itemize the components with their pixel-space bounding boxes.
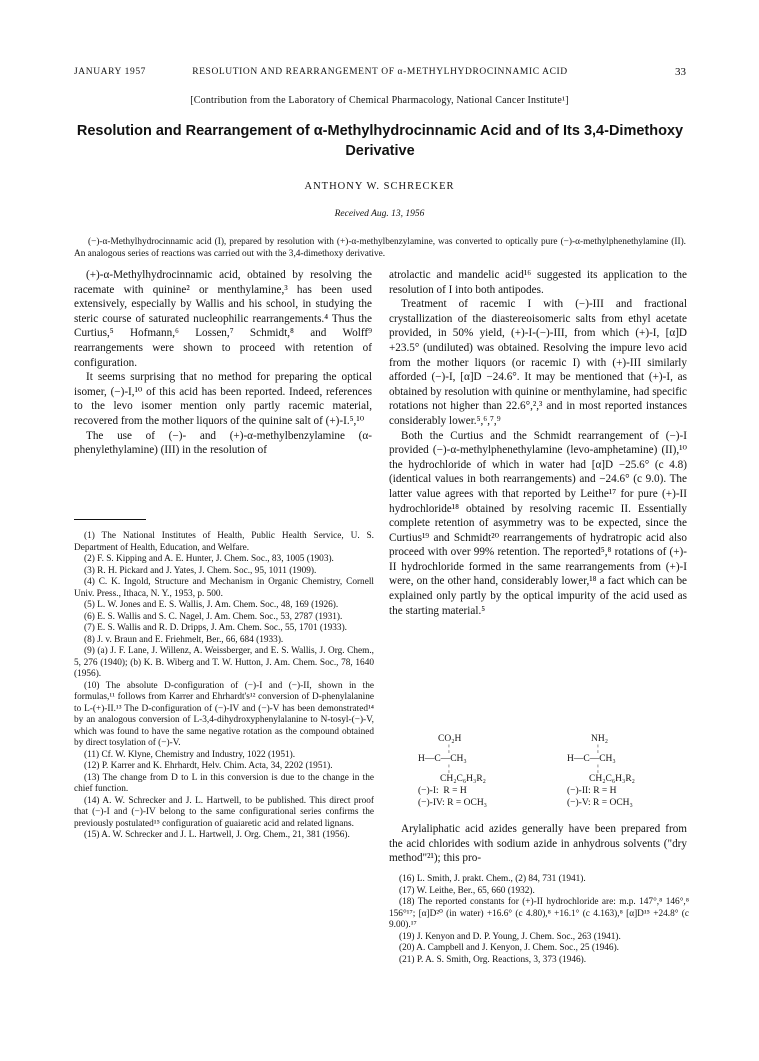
formula-line: CH₂C₆H₃R₂	[440, 774, 486, 784]
formula-line: H—C—CH₃	[418, 754, 467, 764]
formula-line: ¦	[597, 764, 599, 774]
paragraph-after-structures: Arylaliphatic acid azides generally have been prepared from the acid chlorides with sodium azide in anhydrous solvents ("dry method"²¹); this pro-	[389, 823, 687, 865]
footnotes-left	[74, 531, 374, 842]
paragraph: It seems surprising that no method for preparing the optical isomer, (−)-I,¹⁰ of this acid has been reported. Indeed, references to the levo isomer mention only partly racemic material, recovered from the mother liquors of the quinine salt of (+)-I.⁵,¹⁰	[74, 371, 372, 427]
footnote: (4) C. K. Ingold, Structure and Mechanism in Organic Chemistry, Cornell Univ. Press., Ithaca, N. Y., 1953, p. 500.	[74, 577, 374, 599]
formula-line: NH₂	[591, 734, 609, 744]
footnote: (5) L. W. Jones and E. S. Wallis, J. Am. Chem. Soc., 48, 169 (1926).	[84, 600, 339, 610]
footnote-divider	[74, 519, 146, 520]
paragraph: Treatment of racemic I with (−)-III and fractional crystallization of the diastereoisomeric salts from ethyl acetate provided, in 50% yield, (+)-I-(−)-III, from which (+)-I, [α]D +23.5° (undiluted) was obtained. Resolving the impure levo acid from the mother liquors (or racemic I) with (+)-III similarly afforded (−)-I, [α]D −24.6°. It may be mentioned that (+)-I, as obtained by resolution with quinine or menthylamine, had specific rotations not higher than 22.6°,²,³ and in most reported instances considerably lower.⁵,⁶,⁷,⁹	[389, 298, 687, 427]
footnote: (18) The reported constants for (+)-II hydrochloride are: m.p. 147°,⁸ 146°,⁸ 156°¹⁷; [α]D²⁰ (in water) +16.6° (c 4.80),⁸ +16.1° (c 4.163),⁸ [α]D¹⁵ +24.8° (c 9.00).¹⁷	[389, 897, 689, 930]
formula-line: (−)-V: R = OCH₃	[567, 798, 633, 808]
footnote: (8) J. v. Braun and E. Friehmelt, Ber., 66, 684 (1933).	[84, 634, 284, 645]
footnote: (7) E. S. Wallis and R. D. Dripps, J. Am. Chem. Soc., 55, 1701 (1933).	[84, 623, 347, 633]
footnote: (14) A. W. Schrecker and J. L. Hartwell, to be published. This direct proof that (−)-I and (−)-IV belong to the same configurational series confirms the previously postulated¹⁵ configuration of guaiaretic acid and related lignans.	[74, 795, 374, 829]
author-name: ANTHONY W. SCHRECKER	[304, 181, 455, 192]
footnote: (1) The National Institutes of Health, Public Health Service, U. S. Department of Health, Education, and Welfare.	[74, 531, 374, 553]
formula-line: H—C—CH₃	[567, 754, 616, 764]
abstract: (−)-α-Methylhydrocinnamic acid (I), prepared by resolution with (+)-α-methylbenzylamine, was converted to optically pure (−)-α-methylphenethylamine (II). An analogous series of reactions was carried out with the 3,4-dimethoxy derivative.	[74, 237, 686, 259]
footnote: (19) J. Kenyon and D. P. Young, J. Chem. Soc., 263 (1941).	[399, 931, 621, 942]
footnote: (12) P. Karrer and K. Ehrhardt, Helv. Chim. Acta, 34, 2202 (1951).	[84, 761, 333, 771]
footnote: (21) P. A. S. Smith, Org. Reactions, 3, 373 (1946).	[399, 954, 587, 965]
paragraph: (+)-α-Methylhydrocinnamic acid, obtained by resolving the racemate with quinine² or menthylamine,³ has been used extensively, especially by Wallis and his school, in studying the steric course of saturated nucleophilic rearrangements.⁴ Thus the Curtius,⁵ Hofmann,⁶ Lossen,⁷ Schmidt,⁸ and Wolff⁹ rearrangements were shown to proceed with retention of configuration.	[74, 269, 372, 369]
formula-line: (−)-II: R = H	[567, 786, 617, 796]
formula-line: ¦	[597, 744, 599, 754]
footnote: (3) R. H. Pickard and J. Yates, J. Chem. Soc., 95, 1011 (1909).	[84, 565, 317, 576]
formula-line: CH₂C₆H₃R₂	[589, 774, 635, 784]
footnote: (17) W. Leithe, Ber., 65, 660 (1932).	[399, 885, 535, 896]
structure-formula-acid	[418, 733, 487, 809]
paragraph: atrolactic and mandelic acid¹⁶ suggested its application to the resolution of I into both antipodes.	[389, 269, 687, 296]
formula-line: CO₂H	[438, 734, 462, 744]
footnote: (11) Cf. W. Klyne, Chemistry and Industry, 1022 (1951).	[84, 749, 296, 760]
footnote: (16) L. Smith, J. prakt. Chem., (2) 84, 731 (1941).	[399, 874, 586, 884]
footnote: (15) A. W. Schrecker and J. L. Hartwell, J. Org. Chem., 21, 381 (1956).	[84, 830, 350, 840]
footnote: (6) E. S. Wallis and S. C. Nagel, J. Am. Chem. Soc., 53, 2787 (1931).	[84, 611, 343, 622]
running-head-title: RESOLUTION AND REARRANGEMENT OF α-METHYLHYDROCINNAMIC ACID	[192, 67, 568, 77]
running-head-date: JANUARY 1957	[74, 67, 147, 77]
page-number: 33	[675, 66, 686, 78]
received-date: Received Aug. 13, 1956	[334, 209, 425, 219]
footnote: (9) (a) J. F. Lane, J. Willenz, A. Weissberger, and E. S. Wallis, J. Org. Chem., 5, 276 (1940); (b) K. B. Wiberg and T. W. Hutton, J. Am. Chem. Soc., 78, 1640 (1956).	[74, 646, 374, 679]
formula-line: (−)-I: R = H	[418, 786, 467, 796]
footnote: (2) F. S. Kipping and A. E. Hunter, J. Chem. Soc., 83, 1005 (1903).	[84, 554, 334, 564]
footnote: (20) A. Campbell and J. Kenyon, J. Chem. Soc., 25 (1946).	[399, 943, 620, 953]
paragraph: The use of (−)- and (+)-α-methylbenzylamine (α-phenylethylamine) (III) in the resolution of	[74, 429, 372, 457]
formula-line: ¦	[448, 764, 450, 774]
formula-line: (−)-IV: R = OCH₃	[418, 798, 487, 808]
article-title: Resolution and Rearrangement of α-Methylhydrocinnamic Acid and of Its 3,4-Dimethoxy Derivative	[76, 123, 684, 159]
footnote: (10) The absolute D-configuration of (−)-I and (−)-II, shown in the formulas,¹¹ follows from Karrer and Ehrhardt's¹² conversion of D-phenylalanine to L-(+)-II.¹³ The D-configuration of (−)-IV and (−)-V has been demonstrated¹⁴ by an analogous conversion of L-3,4-dihydroxyphenylalanine to N-tosyl-(−)-V, which was found to have the same negative rotation as the compound obtained by direct tosylation of (−)-V.	[74, 680, 374, 748]
formula-line: ¦	[448, 744, 450, 754]
running-head	[74, 67, 686, 81]
left-column	[74, 268, 372, 458]
structure-formula-amine	[567, 733, 635, 809]
contribution-line: [Contribution from the Laboratory of Chemical Pharmacology, National Cancer Institute¹]	[190, 95, 569, 106]
footnotes-right	[389, 874, 689, 966]
paragraph: Both the Curtius and the Schmidt rearrangement of (−)-I provided (−)-α-methylphenethylamine (levo-amphetamine) (II),¹⁰ the hydrochloride of which in water had [α]D −25.6° (c 4.8) (identical values in both rearrangements) and −24.6° (c 9.0). The latter value agrees with that reported by Leithe¹⁷ for pure (+)-II hydrochloride¹⁸ obtained by resolving racemic II. Essentially complete retention of asymmetry was to be expected, since the Curtius¹⁹ and Schmidt²⁰ rearrangements of hydratropic acid also proceed with over 99% retention. The reported⁵,⁸ rotations of (+)-II hydrochloride formed in the same rearrangements from (+)-I were, on the other hand, considerably lower,¹⁸ a fact which can be explained only partly by the optical impurity of the acid used as the starting material.⁵	[389, 429, 687, 617]
footnote: (13) The change from D to L in this conversion is due to the change in the chief function.	[74, 772, 374, 794]
right-column	[389, 268, 687, 618]
